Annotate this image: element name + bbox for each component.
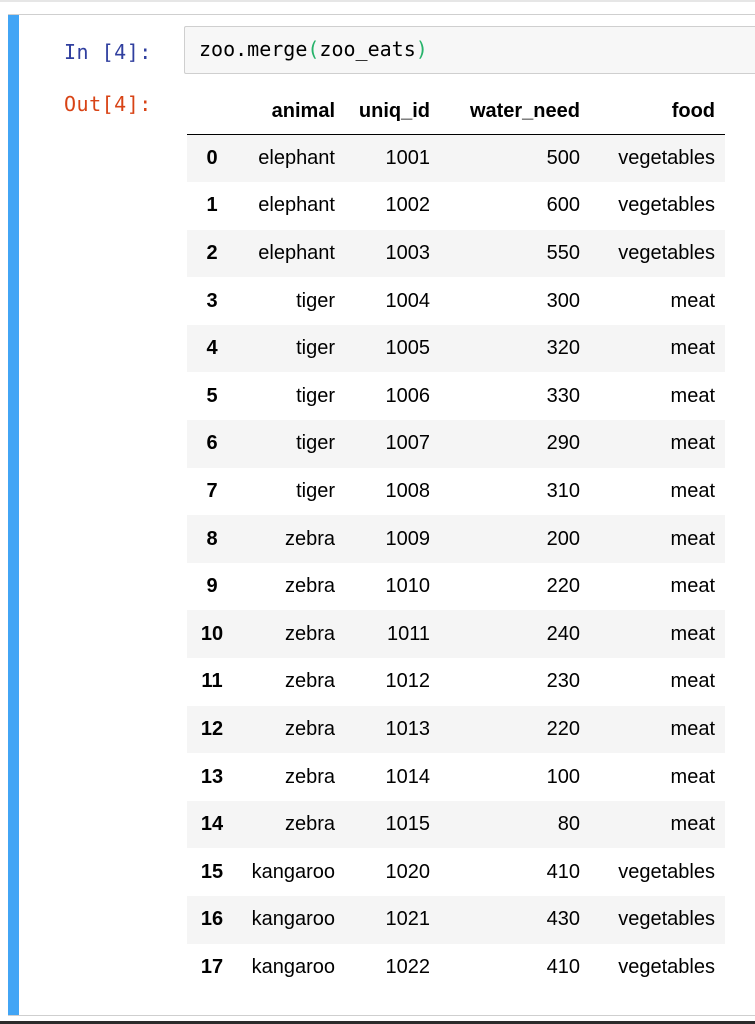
cell-water-need: 310 (546, 479, 580, 502)
cell-water-need: 220 (546, 575, 580, 598)
output-prompt: Out[4]: (64, 92, 152, 116)
cell-animal: zebra (284, 813, 335, 836)
cell-animal: zebra (284, 622, 335, 645)
cell-food: meat (670, 765, 715, 788)
cell-water-need: 550 (546, 241, 580, 264)
selected-cell-indicator (8, 15, 19, 1015)
cell-uniq-id: 1020 (385, 860, 430, 883)
table-row (187, 706, 725, 754)
cell-food: meat (670, 813, 715, 836)
row-index: 8 (206, 527, 218, 550)
row-index: 3 (206, 289, 218, 312)
table-row (187, 658, 725, 706)
cell-uniq-id: 1006 (385, 384, 430, 407)
cell-food: meat (670, 384, 715, 407)
cell-uniq-id: 1005 (385, 337, 430, 360)
cell-uniq-id: 1008 (385, 479, 430, 502)
cell-animal: elephant (258, 147, 335, 170)
code-close-paren: ) (415, 37, 428, 61)
cell-animal: tiger (296, 384, 335, 407)
code-open-paren: ( (307, 37, 320, 61)
cell-uniq-id: 1001 (385, 147, 430, 170)
cell-animal: kangaroo (251, 955, 335, 978)
cell-water-need: 290 (546, 432, 580, 455)
cell-uniq-id: 1003 (385, 241, 430, 264)
table-row (187, 563, 725, 611)
cell-food: vegetables (618, 194, 715, 217)
row-index: 5 (206, 384, 218, 407)
table-row (187, 182, 725, 230)
table-row (187, 515, 725, 563)
row-index: 0 (206, 147, 218, 170)
cell-uniq-id: 1009 (385, 527, 430, 550)
cell-animal: zebra (284, 765, 335, 788)
table-row (187, 420, 725, 468)
cell-uniq-id: 1013 (385, 717, 430, 740)
cell-animal: zebra (284, 670, 335, 693)
code-function: zoo.merge (199, 37, 308, 61)
table-row (187, 230, 725, 278)
cell-water-need: 500 (546, 147, 580, 170)
cell-uniq-id: 1022 (385, 955, 430, 978)
column-header (187, 88, 237, 135)
cell-uniq-id: 1015 (385, 813, 430, 836)
cell-water-need: 430 (546, 908, 580, 931)
row-index: 10 (200, 622, 224, 645)
row-index: 14 (200, 813, 224, 836)
table-body (187, 135, 725, 992)
table-row (187, 135, 725, 183)
table-row (187, 277, 725, 325)
cell-food: meat (670, 289, 715, 312)
table-row (187, 468, 725, 516)
table-header-row (187, 88, 725, 135)
cell-food: meat (670, 527, 715, 550)
table-row (187, 801, 725, 849)
cell-animal: elephant (258, 241, 335, 264)
cell-water-need: 230 (546, 670, 580, 693)
table-row (187, 944, 725, 992)
cell-food: meat (670, 622, 715, 645)
top-border (0, 0, 755, 2)
cell-animal: zebra (284, 527, 335, 550)
column-header-animal: animal (237, 88, 345, 135)
cell-food: meat (670, 337, 715, 360)
cell-uniq-id: 1012 (385, 670, 430, 693)
cell-food: vegetables (618, 908, 715, 931)
cell-food: meat (670, 670, 715, 693)
column-header-water-need: water_need (440, 88, 590, 135)
cell-water-need: 320 (546, 337, 580, 360)
cell-food: meat (670, 575, 715, 598)
cell-food: meat (670, 717, 715, 740)
cell-water-need: 200 (546, 527, 580, 550)
row-index: 16 (200, 908, 224, 931)
cell-animal: elephant (258, 194, 335, 217)
cell-animal: tiger (296, 479, 335, 502)
row-index: 13 (200, 765, 224, 788)
cell-food: meat (670, 432, 715, 455)
cell-animal: zebra (284, 717, 335, 740)
cell-water-need: 410 (546, 860, 580, 883)
cell-water-need: 100 (546, 765, 580, 788)
row-index: 12 (200, 717, 224, 740)
code-text[interactable] (199, 37, 428, 61)
code-input-area[interactable] (184, 26, 755, 74)
table-row (187, 325, 725, 373)
row-index: 1 (206, 194, 218, 217)
cell-food: vegetables (618, 955, 715, 978)
column-header-food: food (590, 88, 725, 135)
column-header-uniq-id: uniq_id (345, 88, 440, 135)
row-index: 17 (200, 955, 224, 978)
cell-animal: zebra (284, 575, 335, 598)
dataframe-table (187, 88, 725, 991)
cell-food: vegetables (618, 147, 715, 170)
row-index: 7 (206, 479, 218, 502)
cell-uniq-id: 1004 (385, 289, 430, 312)
cell-uniq-id: 1011 (386, 622, 430, 645)
row-index: 9 (206, 575, 218, 598)
cell-water-need: 300 (546, 289, 580, 312)
row-index: 6 (206, 432, 218, 455)
cell-uniq-id: 1014 (385, 765, 430, 788)
cell-uniq-id: 1010 (385, 575, 430, 598)
cell-animal: tiger (296, 289, 335, 312)
cell-water-need: 80 (557, 813, 580, 836)
cell-food: vegetables (618, 860, 715, 883)
cell-uniq-id: 1007 (385, 432, 430, 455)
cell-water-need: 220 (546, 717, 580, 740)
row-index: 15 (200, 860, 224, 883)
cell-animal: tiger (296, 432, 335, 455)
cell-water-need: 410 (546, 955, 580, 978)
row-index: 11 (201, 670, 223, 693)
input-prompt: In [4]: (64, 40, 152, 64)
cell-water-need: 600 (546, 194, 580, 217)
cell-water-need: 330 (546, 384, 580, 407)
cell-food: vegetables (618, 241, 715, 264)
table-row (187, 753, 725, 801)
cell-water-need: 240 (546, 622, 580, 645)
row-index: 2 (206, 241, 218, 264)
cell-animal: kangaroo (251, 908, 335, 931)
cell-animal: tiger (296, 337, 335, 360)
cell-uniq-id: 1021 (385, 908, 430, 931)
cell-animal: kangaroo (251, 860, 335, 883)
code-argument: zoo_eats (319, 37, 416, 61)
row-index: 4 (206, 337, 218, 360)
table-row (187, 610, 725, 658)
cell-uniq-id: 1002 (385, 194, 430, 217)
table-row (187, 372, 725, 420)
cell-food: meat (670, 479, 715, 502)
table-row (187, 896, 725, 944)
table-row (187, 848, 725, 896)
